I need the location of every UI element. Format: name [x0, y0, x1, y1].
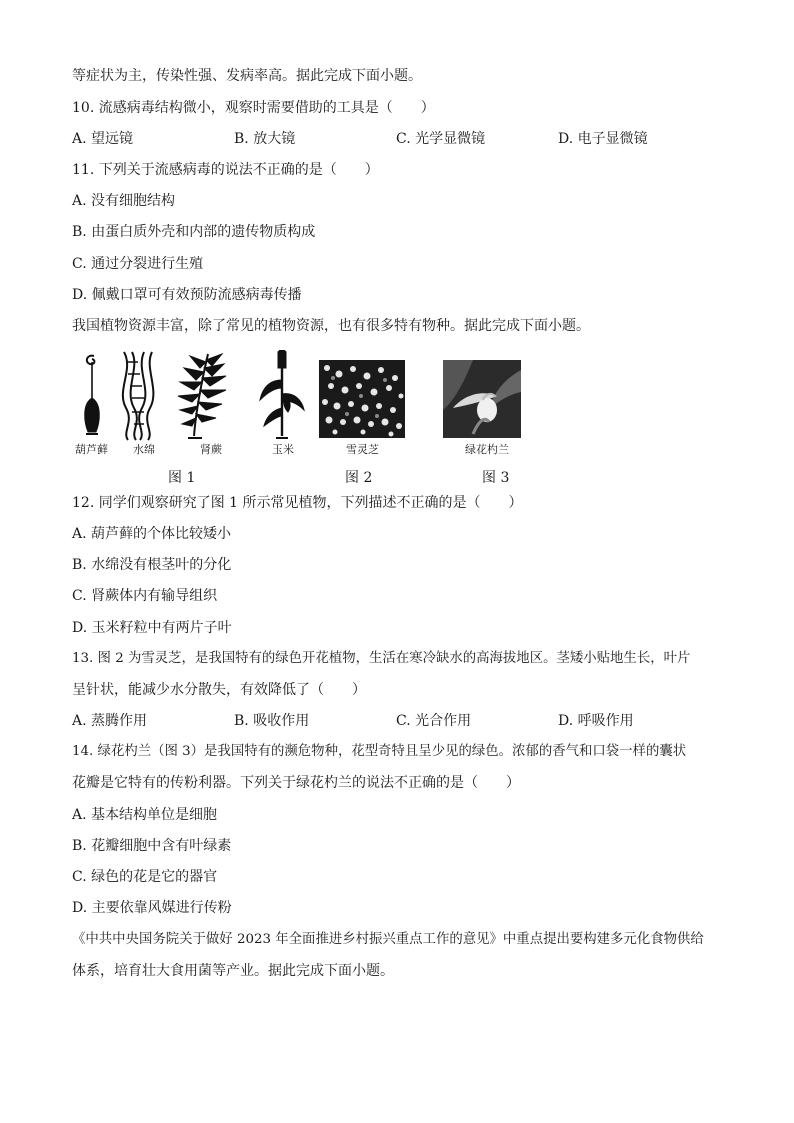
q14-stem-line-2: 花瓣是它特有的传粉利器。下列关于绿花杓兰的说法不正确的是（ ） [72, 775, 520, 791]
q13-option-b[interactable]: B. 吸收作用 [234, 713, 310, 729]
q12-option-b[interactable]: B. 水绵没有根茎叶的分化 [72, 557, 232, 573]
figure-1-title: 图 1 [168, 470, 196, 486]
q11-option-a[interactable]: A. 没有细胞结构 [72, 193, 176, 209]
figure-1-label-moss: 葫芦藓 [75, 443, 108, 456]
q12-option-c[interactable]: C. 肾蕨体内有输导组织 [72, 588, 218, 604]
q14-option-d[interactable]: D. 主要依靠风媒进行传粉 [72, 900, 232, 916]
figure-3-image [443, 360, 521, 438]
q12-stem: 12. 同学们观察研究了图 1 所示常见植物，下列描述不正确的是（ ） [72, 495, 523, 511]
q13-stem-line-2: 呈针状，能减少水分散失，有效降低了（ ） [72, 682, 366, 698]
q10-options [72, 129, 732, 149]
figure-1-label-spirogyra: 水绵 [133, 443, 155, 456]
figure-2-label: 雪灵芝 [346, 443, 379, 456]
fern-drawing [178, 354, 226, 438]
final-paragraph-line-1: 《中共中央国务院关于做好 2023 年全面推进乡村振兴重点工作的意见》中重点提出要构建多元化食物供给 [72, 932, 704, 947]
q14-option-b[interactable]: B. 花瓣细胞中含有叶绿素 [72, 838, 232, 854]
q11-option-b[interactable]: B. 由蛋白质外壳和内部的遗传物质构成 [72, 224, 316, 240]
figure-2-image [319, 360, 405, 438]
moss-drawing [85, 356, 100, 434]
q13-option-c[interactable]: C. 光合作用 [396, 713, 472, 729]
intro-continuation: 等症状为主，传染性强、发病率高。据此完成下面小题。 [72, 68, 422, 84]
q13-options [72, 711, 732, 731]
q11-option-c[interactable]: C. 通过分裂进行生殖 [72, 256, 204, 272]
q10-stem: 10. 流感病毒结构微小，观察时需要借助的工具是（ ） [72, 100, 435, 116]
q10-option-c[interactable]: C. 光学显微镜 [396, 131, 486, 147]
plants-intro: 我国植物资源丰富，除了常见的植物资源，也有很多特有物种。据此完成下面小题。 [72, 318, 590, 334]
figure-3-label: 绿花杓兰 [465, 443, 509, 456]
q14-option-a[interactable]: A. 基本结构单位是细胞 [72, 807, 218, 823]
q14-stem-line-1: 14. 绿花杓兰（图 3）是我国特有的濒危物种，花型奇特且呈少见的绿色。浓郁的香气和口袋一样的囊状 [72, 744, 687, 759]
figure-1-image [72, 350, 312, 442]
corn-drawing [260, 350, 304, 438]
q12-option-d[interactable]: D. 玉米籽粒中有两片子叶 [72, 620, 232, 636]
q13-stem-line-1: 13. 图 2 为雪灵芝，是我国特有的绿色开花植物，生活在寒冷缺水的高海拔地区。茎矮小贴地生长，叶片 [72, 651, 691, 666]
figure-3-title: 图 3 [482, 470, 510, 486]
spirogyra-drawing [123, 352, 154, 440]
q13-option-a[interactable]: A. 蒸腾作用 [72, 713, 148, 729]
final-paragraph-line-2: 体系，培育壮大食用菌等产业。据此完成下面小题。 [72, 963, 394, 979]
q14-option-c[interactable]: C. 绿色的花是它的器官 [72, 869, 218, 885]
q12-option-a[interactable]: A. 葫芦藓的个体比较矮小 [72, 526, 232, 542]
q10-option-b[interactable]: B. 放大镜 [234, 131, 296, 147]
q10-option-a[interactable]: A. 望远镜 [72, 131, 134, 147]
q11-stem: 11. 下列关于流感病毒的说法不正确的是（ ） [72, 162, 379, 178]
figure-1-label-fern: 肾蕨 [200, 443, 222, 456]
q11-option-d[interactable]: D. 佩戴口罩可有效预防流感病毒传播 [72, 287, 302, 303]
figure-2-title: 图 2 [345, 470, 373, 486]
q10-option-d[interactable]: D. 电子显微镜 [558, 131, 648, 147]
figure-1-label-corn: 玉米 [272, 443, 294, 456]
q13-option-d[interactable]: D. 呼吸作用 [558, 713, 634, 729]
